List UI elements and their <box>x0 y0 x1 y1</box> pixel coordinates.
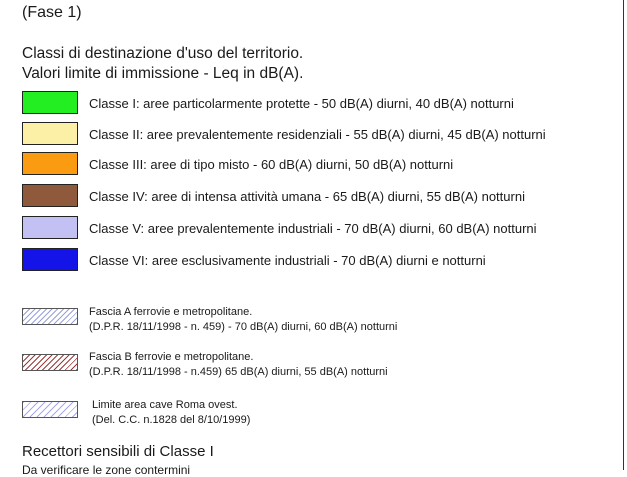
class-3-label: Classe III: aree di tipo misto - 60 dB(A) diurni, 50 dB(A) notturni <box>89 157 454 172</box>
class-2-swatch <box>22 122 78 145</box>
class-5-label: Classe V: aree prevalentemente industriali - 70 dB(A) diurni, 60 dB(A) notturni <box>89 221 537 236</box>
fascia-b-title: Fascia B ferrovie e metropolitane. <box>89 351 254 363</box>
fascia-b-detail: (D.P.R. 18/11/1998 - n.459) 65 dB(A) diurni, 55 dB(A) notturni <box>89 366 388 378</box>
fascia-a-detail: (D.P.R. 18/11/1998 - n. 459) - 70 dB(A) diurni, 60 dB(A) notturni <box>89 321 398 333</box>
class-4-swatch <box>22 184 78 207</box>
class-6-label: Classe VI: aree esclusivamente industriali - 70 dB(A) diurni e notturni <box>89 253 486 268</box>
fascia-a-note <box>89 305 397 335</box>
receptors-title: Recettori sensibili di Classe I <box>22 443 214 460</box>
class-6-swatch <box>22 248 78 271</box>
class-5-swatch <box>22 216 78 239</box>
fascia-a-title: Fascia A ferrovie e metropolitane. <box>89 306 253 318</box>
class-1-label: Classe I: aree particolarmente protette - 50 dB(A) diurni, 40 dB(A) notturni <box>89 96 514 111</box>
legend-title <box>22 44 303 84</box>
class-3-swatch <box>22 152 78 175</box>
phase-label: (Fase 1) <box>22 4 82 21</box>
class-4-label: Classe IV: aree di intensa attività umana - 65 dB(A) diurni, 55 dB(A) notturni <box>89 189 525 204</box>
cave-limit-detail: (Del. C.C. n.1828 del 8/10/1999) <box>92 414 251 426</box>
class-2-label: Classe II: aree prevalentemente residenziali - 55 dB(A) diurni, 45 dB(A) notturni <box>89 127 546 142</box>
cave-limit-title: Limite area cave Roma ovest. <box>92 399 238 411</box>
fascia-b-note <box>89 350 388 380</box>
fascia-b-hatch-swatch <box>22 354 78 371</box>
fascia-a-hatch-swatch <box>22 308 78 325</box>
legend-frame-border <box>623 0 624 470</box>
cave-limit-note <box>92 398 250 428</box>
class-1-swatch <box>22 91 78 114</box>
legend-title-line1: Classi di destinazione d'uso del territorio. <box>22 45 304 62</box>
receptors-subtitle: Da verificare le zone contermini <box>22 463 191 477</box>
cave-limit-hatch-swatch <box>22 401 78 418</box>
legend-title-line2: Valori limite di immissione - Leq in dB(A). <box>22 65 304 82</box>
